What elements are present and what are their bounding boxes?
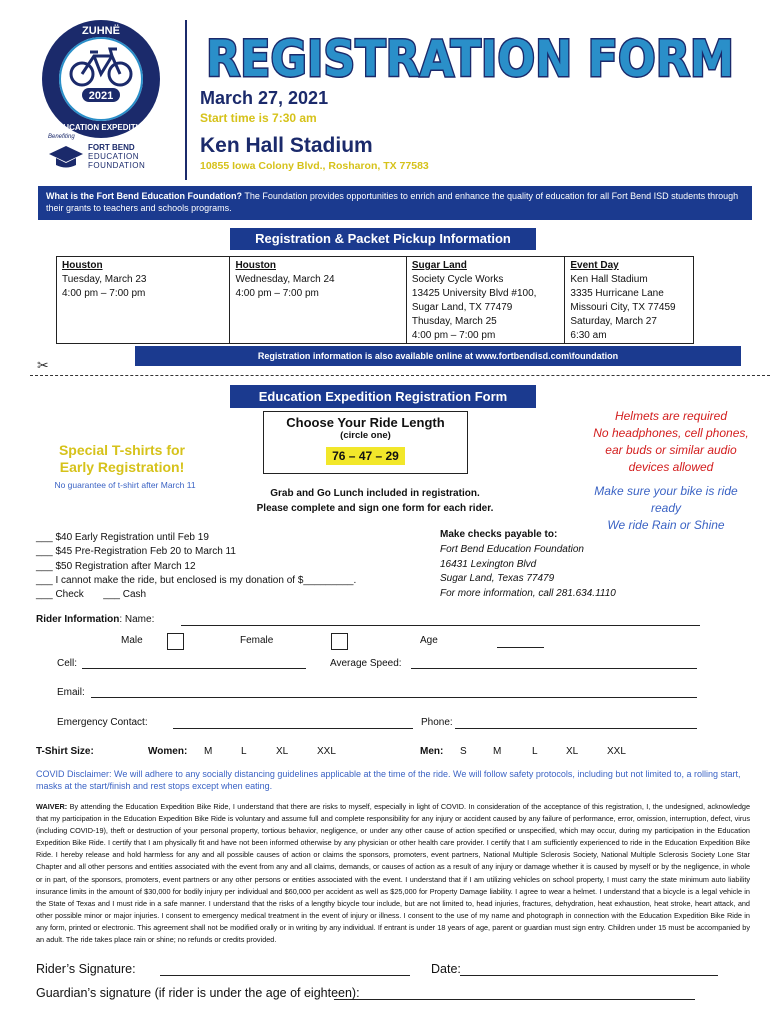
about-question: What is the Fort Bend Education Foundation? xyxy=(46,191,242,201)
benefiting-label: Benefiting xyxy=(48,134,75,140)
price-donation: ___ I cannot make the ride, but enclosed is my donation of $_________. xyxy=(36,574,357,586)
men-size-xxl[interactable]: XXL xyxy=(607,746,626,757)
tshirt-promo: Special T-shirts for Early Registration! xyxy=(58,442,186,475)
cut-line xyxy=(30,375,770,376)
emergency-label: Emergency Contact: xyxy=(57,717,148,728)
email-field[interactable] xyxy=(91,697,697,698)
cell-field[interactable] xyxy=(82,668,306,669)
fbef-line-2: EDUCATION xyxy=(88,152,140,161)
fbef-logo xyxy=(48,134,158,176)
venue-address: 10855 Iowa Colony Blvd., Rosharon, TX 77583 xyxy=(200,160,429,172)
men-size-l[interactable]: L xyxy=(532,746,538,757)
age-label: Age xyxy=(420,635,438,646)
date-label: Date: xyxy=(431,962,461,976)
women-size-l[interactable]: L xyxy=(241,746,247,757)
ride-length-subtitle: (circle one) xyxy=(340,430,391,441)
guardian-signature-label: Guardian’s signature (if rider is under the age of eighteen): xyxy=(36,986,360,1000)
pricing-options[interactable] xyxy=(36,531,356,602)
ride-length-title: Choose Your Ride Length xyxy=(286,415,445,430)
ride-ready-note: Make sure your bike is ride ready We ride Rain or Shine xyxy=(594,484,738,532)
men-size-s[interactable]: S xyxy=(460,746,467,757)
guardian-signature-field[interactable] xyxy=(334,999,695,1000)
phone-field[interactable] xyxy=(455,728,697,729)
zuhne-expedition-badge xyxy=(40,18,162,140)
header-divider xyxy=(185,20,187,180)
price-regular: ___ $50 Registration after March 12 xyxy=(36,560,196,572)
pickup-col-houston-1: Houston Tuesday, March 23 4:00 pm – 7:00 pm xyxy=(57,257,230,343)
checks-payable: Make checks payable to: Fort Bend Education Foundation 16431 Lexington Blvd Sugar Land, Texas 77479 For more information, call 281.634.1110 xyxy=(440,529,616,600)
male-checkbox[interactable] xyxy=(167,633,184,650)
women-size-xxl[interactable]: XXL xyxy=(317,746,336,757)
rider-info-label: Rider Information: Name: xyxy=(36,614,155,625)
title-text: REGISTRATION FORM xyxy=(206,30,734,88)
male-label: Male xyxy=(121,635,143,646)
pickup-table xyxy=(56,256,694,344)
rider-signature-label: Rider’s Signature: xyxy=(36,962,136,976)
phone-label: Phone: xyxy=(421,717,453,728)
age-field[interactable] xyxy=(497,647,544,648)
page-title xyxy=(200,22,740,90)
women-size-m[interactable]: M xyxy=(204,746,213,757)
lunch-note: Grab and Go Lunch included in registration. Please complete and sign one form for each rider. xyxy=(256,488,494,514)
pickup-section-title: Registration & Packet Pickup Information xyxy=(230,228,536,250)
form-section-title: Education Expedition Registration Form xyxy=(230,385,536,408)
graduation-cap-icon xyxy=(48,144,84,170)
men-label: Men: xyxy=(420,746,444,757)
pickup-col-event-day: Event Day Ken Hall Stadium 3335 Hurricane Lane Missouri City, TX 77459 Saturday, March 27 6:30 am xyxy=(570,260,676,341)
pickup-col-sugar-land: Sugar Land Society Cycle Works 13425 University Blvd #100, Sugar Land, TX 77479 Thusday, March 25 4:00 pm – 7:00 pm xyxy=(407,257,566,343)
female-label: Female xyxy=(240,635,274,646)
email-label: Email: xyxy=(57,687,85,698)
fbef-line-1: FORT BEND xyxy=(88,143,135,152)
name-field[interactable] xyxy=(181,625,700,626)
start-time: Start time is 7:30 am xyxy=(200,111,317,125)
speed-label: Average Speed: xyxy=(330,658,402,669)
fbef-line-3: FOUNDATION xyxy=(88,161,146,170)
ride-length-options[interactable]: 76 – 47 – 29 xyxy=(326,447,405,465)
cell-label: Cell: xyxy=(57,658,78,669)
event-date: March 27, 2021 xyxy=(200,88,329,108)
about-answer: The Foundation provides opportunities to enrich and enhance the quality of education for all Fort Bend ISD students through their grants to teachers and schools programs. xyxy=(46,191,739,213)
venue-name: Ken Hall Stadium xyxy=(200,134,373,157)
men-size-m[interactable]: M xyxy=(493,746,502,757)
female-checkbox[interactable] xyxy=(331,633,348,650)
date-field[interactable] xyxy=(460,975,718,976)
helmet-note: Helmets are required No headphones, cell phones, ear buds or similar audio devices allowed xyxy=(593,409,749,474)
emergency-field[interactable] xyxy=(173,728,413,729)
payment-method: ___ Check ___ Cash xyxy=(36,589,147,601)
tshirt-size-label: T-Shirt Size: xyxy=(36,746,94,757)
rider-signature-field[interactable] xyxy=(160,975,410,976)
price-pre: ___ $45 Pre-Registration Feb 20 to March 11 xyxy=(36,546,236,558)
pickup-col-houston-2: Houston Wednesday, March 24 4:00 pm – 7:00 pm xyxy=(230,257,406,343)
badge-year: 2021 xyxy=(88,90,114,102)
covid-disclaimer: COVID Disclaimer: We will adhere to any socially distancing guidelines applicable at the time of the ride. We will follow safety protocols, including but not limited to, a rolling start, masks at the start/finish and rest stops except when eating. xyxy=(36,769,741,791)
ride-length-box xyxy=(263,411,468,474)
tshirt-note: No guarantee of t-shirt after March 11 xyxy=(54,480,196,490)
badge-bottom-text: EDUCATION EXPEDITION xyxy=(52,123,150,132)
women-size-xl[interactable]: XL xyxy=(276,746,289,757)
price-early: ___ $40 Early Registration until Feb 19 xyxy=(36,532,209,543)
scissors-icon: ✂ xyxy=(37,357,49,373)
waiver-text: WAIVER: By attending the Education Expedition Bike Ride, I understand that there are risks to myself, especially in light of COVID. In consideration of the acceptance of this registration, I, the undesigned, acknowledge that my participation in the Education Expedition Bike Ride is voluntary and assume full and complete responsibility for any injury or accident caused by any failure of performance, error, omission, interruption, defect, virus (including COVID-19), theft or destruction of your personal property, tortious behavior, negligence, or under any other cause of action specified or unspecified, which may occur, during my participation in the Education Expedition Bike Ride. I certify that I am physically fit and have not been informed otherwise by any physician or other health care provider. I certify that I am sufficiently experienced to ride in the Education Expedition Bike Ride. I hereby release and hold harmless for any and all possible causes of action or claims the sponsors, promoters, event partners, National Multiple Sclerosis Society, National Multiple Sclerosis Society Lone Star Chapter and all other persons and entities associated with the event from any and all claims, demands, or causes of action as a result of any injury or damage whether it is caused by myself or by the negligence, in whole or in part, of the sponsors, promoters, event partners or any other persons or entities associated with the event. I understand that if I am utilizing vehicles on school property, I must carry the state minimum auto liability insurance limits in the amount of $30,000 for bodily injury per individual and $60,000 per accident as well as $25,000 for Property Damage liability. I agree to wear a helmet. I understand that a bicycle is a legal vehicle in the State of Texas and I must ride in a safe manner. I understand that the risks of a lengthy bicycle tour include, but are not limited to, head injuries, fractures, dehydration, heat exhaustion, heat stroke, heart attack, and other possible minor or major injuries. I consent to emergency medical treatment in the event of injury or illness. I consent to the use of my name and photograph in connection with the Education Expedition Bike Ride in any form, printed or electronic. This agreement shall not be modified orally or in writing by any individual. If entrant is under 18 years of age, parent or guardian must sign entry. Children under 15 must be accompanied by an adult. The ride takes place rain or shine; no refunds or credits provided. xyxy=(36,802,750,945)
women-label: Women: xyxy=(148,746,188,757)
badge-top-text: ZUHNË xyxy=(82,25,120,37)
men-size-xl[interactable]: XL xyxy=(566,746,579,757)
speed-field[interactable] xyxy=(411,668,697,669)
about-foundation-bar xyxy=(38,186,752,220)
online-info-bar: Registration information is also available online at www.fortbendisd.com\foundation xyxy=(135,346,741,366)
